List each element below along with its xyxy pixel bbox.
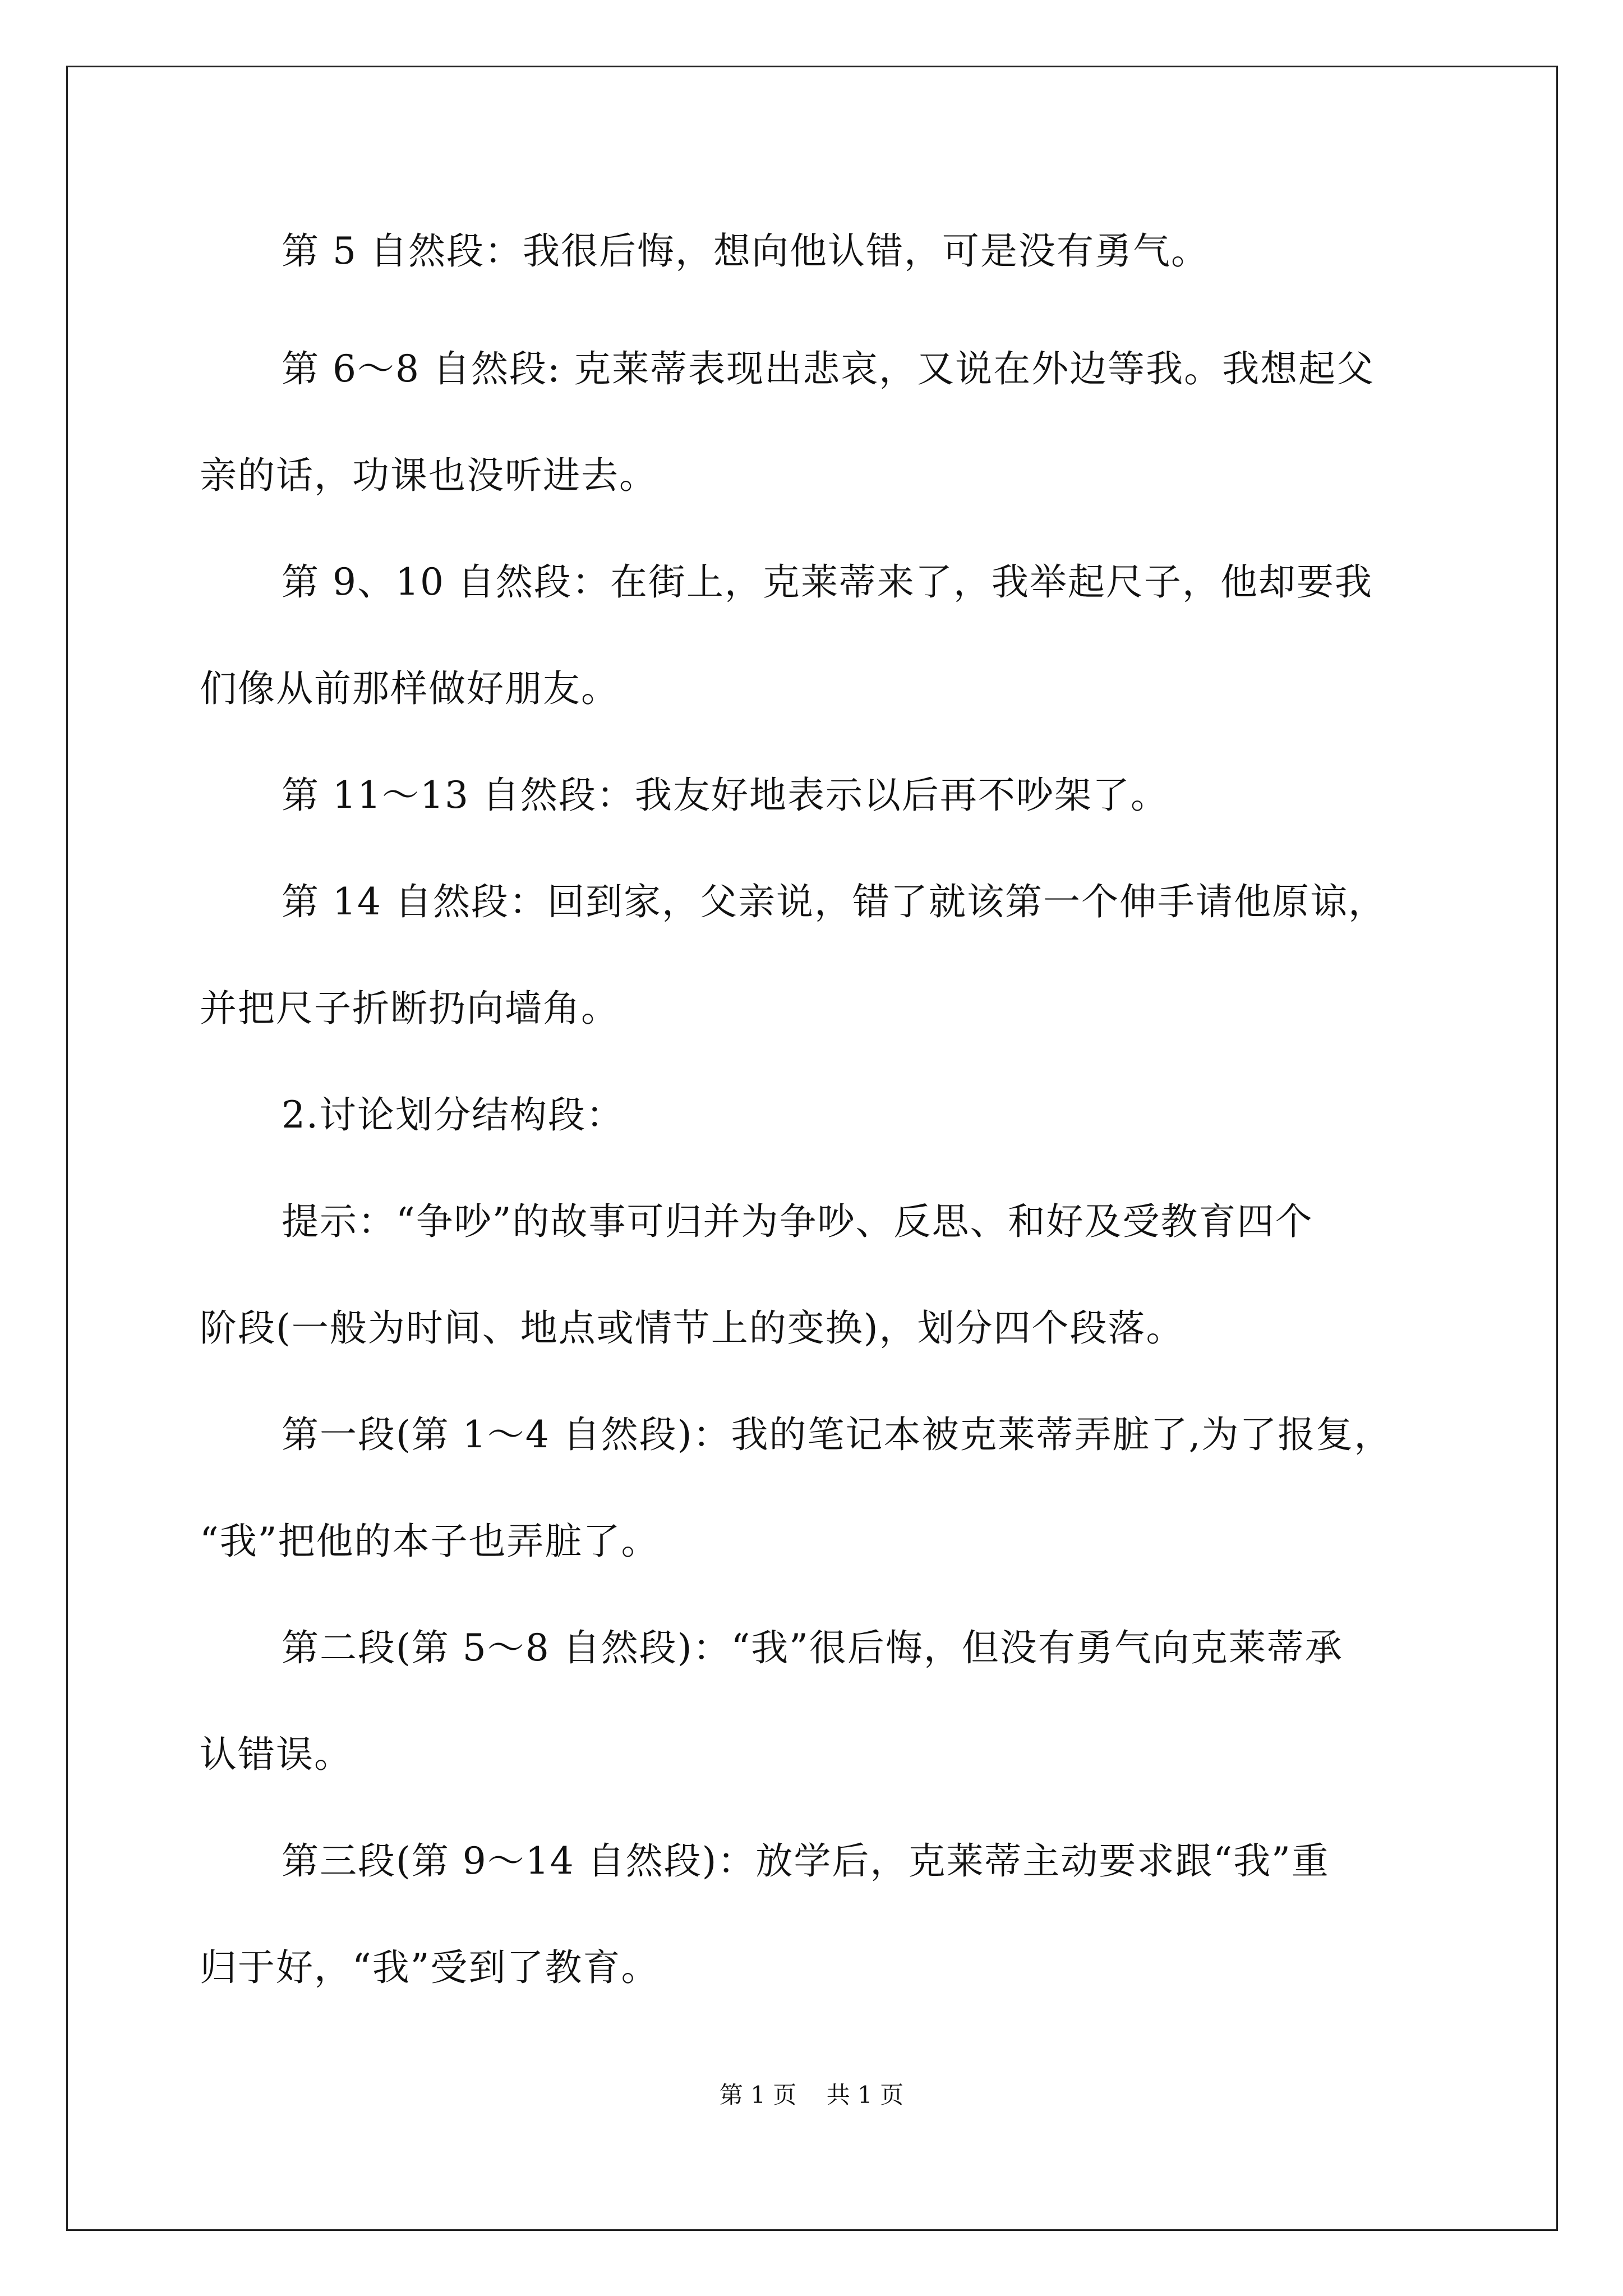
hint-line-1: 提示：“争吵”的故事可归并为争吵、反思、和好及受教育四个 [282,1200,1313,1243]
paragraph-5-line: 第 5 自然段：我很后悔，想向他认错，可是没有勇气。 [282,229,1209,273]
section-two-line-2: 认错误。 [200,1733,352,1776]
section-one-line-1: 第一段(第 1～4 自然段)：我的笔记本被克莱蒂弄脏了,为了报复， [282,1413,1393,1456]
paragraph-6-8-line-1: 第 6～8 自然段: 克莱蒂表现出悲哀，又说在外边等我。我想起父 [282,347,1375,390]
section-three-line-2: 归于好，“我”受到了教育。 [200,1946,660,1989]
paragraph-11-13-line: 第 11～13 自然段：我友好地表示以后再不吵架了。 [282,774,1169,817]
paragraph-6-8-line-2: 亲的话，功课也没听进去。 [200,454,657,497]
section-two-line-1: 第二段(第 5～8 自然段)：“我”很后悔，但没有勇气向克莱蒂承 [282,1626,1343,1669]
section-one-line-2: “我”把他的本子也弄脏了。 [200,1520,660,1563]
paragraph-14-line-2: 并把尺子折断扔向墙角。 [200,987,619,1030]
section-heading: 2.讨论划分结构段： [282,1093,624,1137]
page-number-footer: 第 1 页 共 1 页 [719,2081,904,2109]
paragraph-9-10-line-2: 们像从前那样做好朋友。 [200,667,619,710]
paragraph-14-line-1: 第 14 自然段：回到家，父亲说，错了就该第一个伸手请他原谅， [282,880,1386,923]
hint-line-2: 阶段(一般为时间、地点或情节上的变换)，划分四个段落。 [200,1306,1184,1350]
paragraph-9-10-line-1: 第 9、10 自然段：在街上，克莱蒂来了，我举起尺子，他却要我 [282,560,1373,604]
section-three-line-1: 第三段(第 9～14 自然段)：放学后，克莱蒂主动要求跟“我”重 [282,1839,1330,1883]
